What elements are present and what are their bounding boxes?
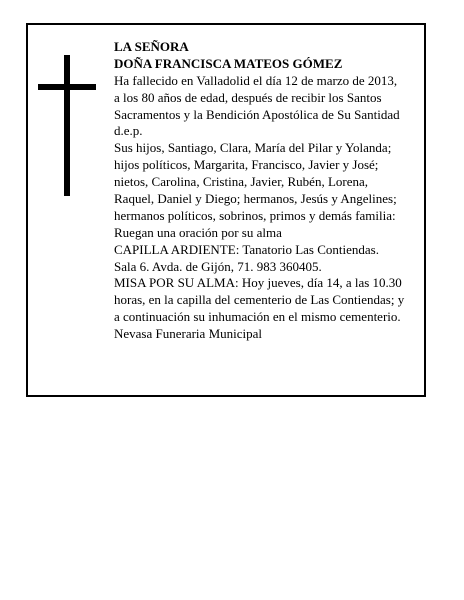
notice-line: CAPILLA ARDIENTE: Tanatorio Las Contiendas. [114, 241, 379, 257]
deceased-name: DOÑA FRANCISCA MATEOS GÓMEZ [114, 55, 343, 71]
notice-line: hijos políticos, Margarita, Francisco, Javier y José; [114, 157, 379, 173]
notice-line: Ruegan una oración por su alma [114, 224, 282, 240]
notice-line: a continuación su inhumación en el mismo cementerio. [114, 309, 401, 325]
notice-line: d.e.p. [114, 123, 143, 139]
notice-line: horas, en la capilla del cementerio de Las Contiendas; y [114, 292, 405, 308]
cross-icon [64, 55, 70, 196]
notice-line: MISA POR SU ALMA: Hoy jueves, día 14, a las 10.30 [114, 275, 402, 291]
notice-line: Sus hijos, Santiago, Clara, María del Pilar y Yolanda; [114, 140, 392, 156]
notice-heading: LA SEÑORA [114, 39, 189, 54]
notice-line: Ha fallecido en Valladolid el día 12 de marzo de 2013, [114, 72, 398, 88]
obituary-text [114, 39, 424, 343]
notice-line: hermanos políticos, sobrinos, primos y demás familia: [114, 207, 396, 223]
cross-icon-crossbar [38, 84, 96, 90]
notice-line: nietos, Carolina, Cristina, Javier, Rubén, Lorena, [114, 174, 369, 190]
notice-line: Sacramentos y la Bendición Apostólica de Su Santidad [114, 106, 400, 122]
funeral-home-name: Nevasa Funeraria Municipal [114, 326, 263, 342]
notice-line: Sala 6. Avda. de Gijón, 71. 983 360405. [114, 258, 322, 274]
notice-line: a los 80 años de edad, después de recibir los Santos [114, 89, 382, 105]
notice-line: Raquel, Daniel y Diego; hermanos, Jesús y Angelines; [114, 191, 397, 207]
